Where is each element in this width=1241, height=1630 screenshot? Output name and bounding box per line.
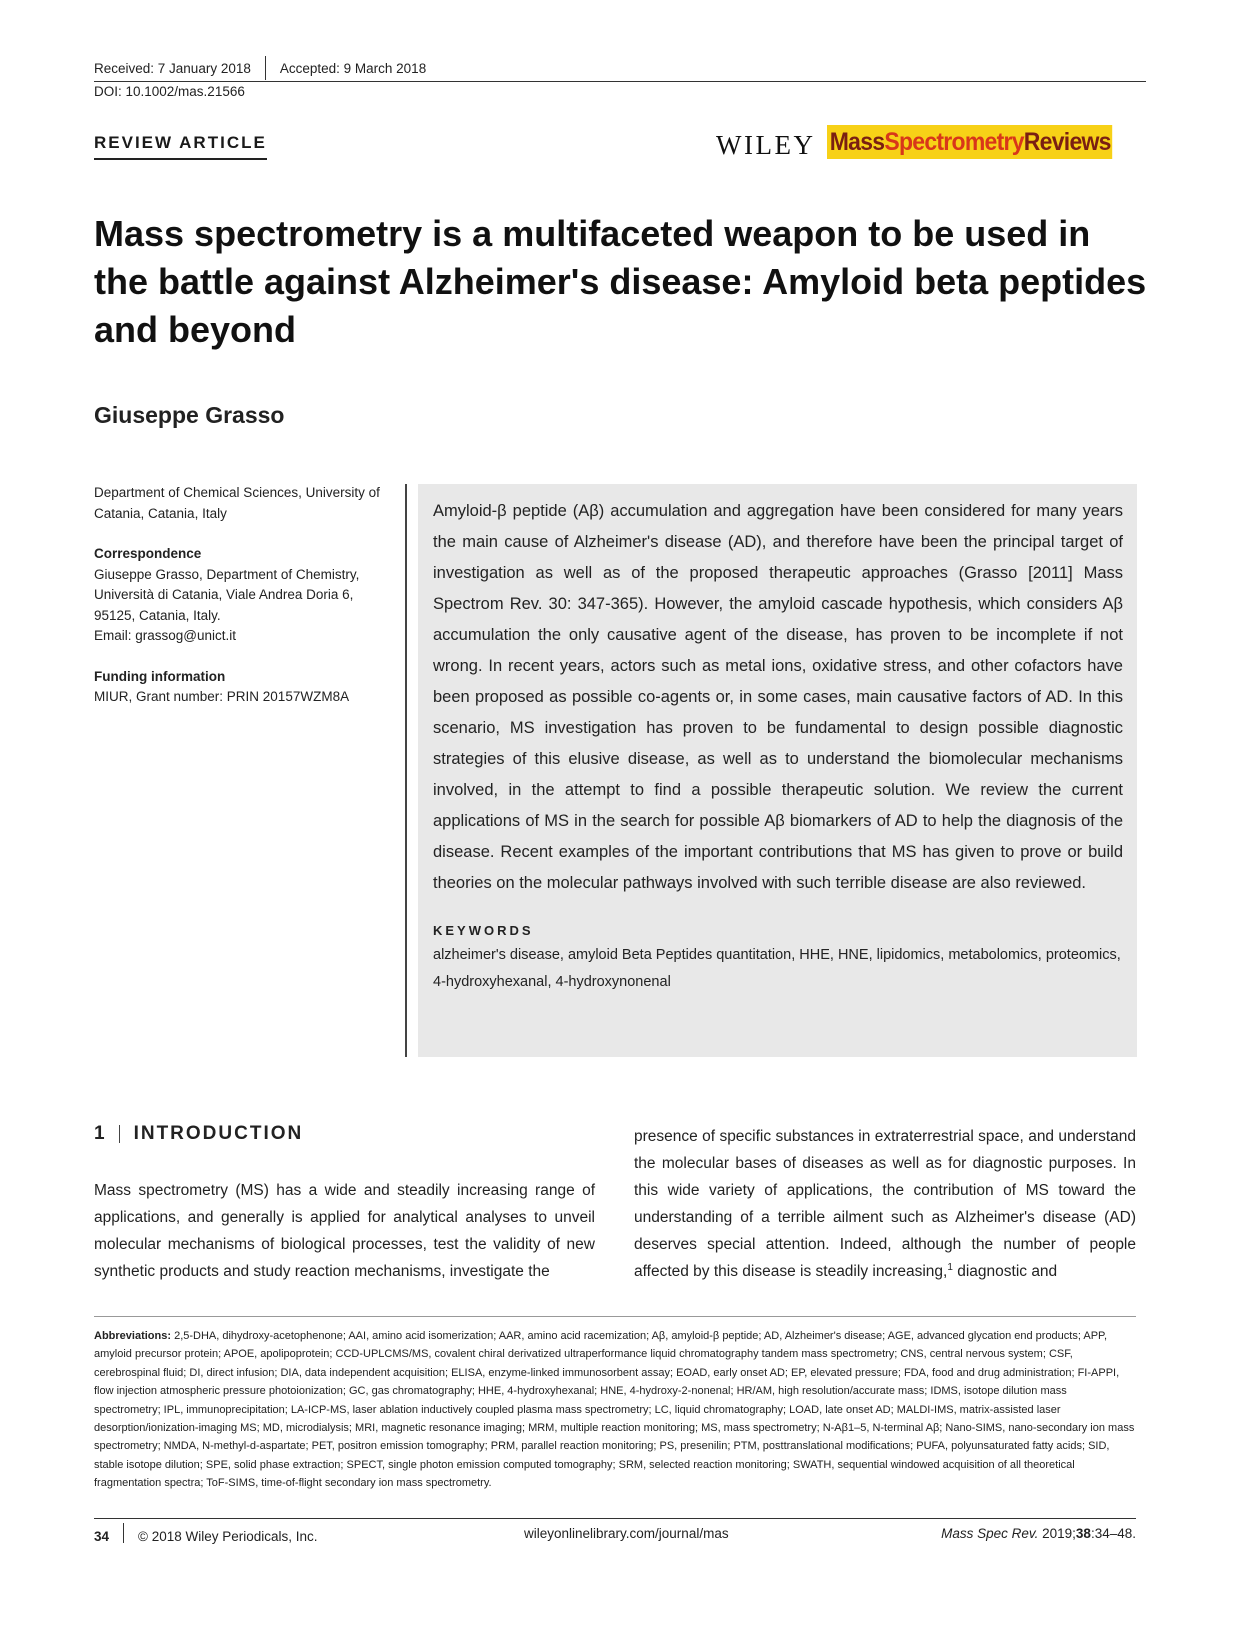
page-number: 34 (94, 1528, 110, 1544)
correspondence-address: Giuseppe Grasso, Department of Chemistry, Università di Catania, Viale Andrea Doria 6, 95125, Catania, Italy. (94, 566, 360, 623)
keywords-heading: KEYWORDS (433, 923, 534, 938)
copyright: © 2018 Wiley Periodicals, Inc. (138, 1528, 318, 1544)
header-rule (94, 81, 1146, 82)
footer-divider (123, 1523, 124, 1543)
article-type-label: REVIEW ARTICLE (94, 133, 267, 160)
section-number: 1 (94, 1123, 107, 1144)
citation-ref[interactable]: 1 (947, 1261, 953, 1273)
accepted-date: Accepted: 9 March 2018 (279, 60, 427, 76)
author-info (94, 483, 394, 728)
introduction-heading (94, 1123, 303, 1145)
funding-text: MIUR, Grant number: PRIN 20157WZM8A (94, 689, 350, 704)
keywords-list: alzheimer's disease, amyloid Beta Peptides quantitation, HHE, HNE, lipidomics, metabolomics, proteomics, 4-hydroxyhexanal, 4-hydroxynonenal (433, 947, 1121, 990)
abstract-box (418, 484, 1137, 1057)
article-meta (94, 56, 1146, 99)
citation-info: Mass Spec Rev. 2019;38:34–48. (941, 1526, 1136, 1541)
funding (94, 667, 394, 708)
publisher-logos (716, 122, 1138, 161)
abstract-text: Amyloid-β peptide (Aβ) accumulation and aggregation have been considered for many years the main cause of Alzheimer's disease (AD), and therefore have been the principal target of investigation as well as of the proposed therapeutic approaches (Grasso [2011] Mass Spectrom Rev. 30: 347-365). However, the amyloid cascade hypothesis, which considers Aβ accumulation the only causative agent of the disease, has proven to be incomplete if not wrong. In recent years, actors such as metal ions, oxidative stress, and other cofactors have been proposed as possible co-agents or, in some cases, main causative factors of AD. In this scenario, MS investigation has proven to be fundamental to design possible diagnostic strategies of this elusive disease, as well as to understand the biomolecular mechanisms involved, in the attempt to find a possible therapeutic solution. We review the current applications of MS in the search for possible Aβ biomarkers of AD to help the diagnosis of the disease. Recent examples of the important contributions that MS has given to prove or build theories on the molecular pathways involved with such terrible disease are also reviewed. (433, 502, 1123, 892)
doi[interactable]: DOI: 10.1002/mas.21566 (94, 84, 245, 99)
section-title: INTRODUCTION (133, 1123, 304, 1144)
journal-logo: MassSpectrometryReviews (827, 125, 1113, 159)
correspondence (94, 544, 394, 647)
intro-left-column: Mass spectrometry (MS) has a wide and steadily increasing range of applications, and generally is applied for analytical analyses to unveil molecular mechanisms of biological processes, test the validity of new synthetic products and study reaction mechanisms, investigate the (94, 1182, 595, 1280)
abbreviations-text: 2,5-DHA, dihydroxy-acetophenone; AAI, amino acid isomerization; AAR, amino acid racemization; Aβ, amyloid-β peptide; AD, Alzheimer's disease; AGE, advanced glycation end products; APP, amyloid precursor protein; APOE, apolipoprotein; CCD-UPLCMS/MS, covalent chiral derivatized ultraperformance liquid chromatography tandem mass spectrometry; CNS, central nervous system; CSF, cerebrospinal fluid; DI, direct infusion; DIA, data independent acquisition; ELISA, enzyme-linked immunosorbent assay; EOAD, early onset AD; EP, elevated pressure; FDA, food and drug administration; FI-APPI, flow injection atmospheric pressure photoionization; GC, gas chromatography; HHE, 4-hydroxyhexanal; HNE, 4-hydroxy-2-nonenal; HR/AM, high resolution/accurate mass; IDMS, isotope dilution mass spectrometry; IPL, immunoprecipitation; LA-ICP-MS, laser ablation inductively coupled plasma mass spectrometry; LC, liquid chromatography; LOAD, late onset AD; MALDI-IMS, matrix-assisted laser desorption/ionization-imaging MS; MD, microdialysis; MRI, magnetic resonance imaging; MRM, multiple reaction monitoring; MS, mass spectrometry; N-Aβ1–5, N-terminal Aβ; Nano-SIMS, nano-secondary ion mass spectrometry; NMDA, N-methyl-d-aspartate; PET, positron emission tomography; PRM, parallel reaction monitoring; PS, presenilin; PTM, posttranslational modifications; PUFA, polyunsaturated fatty acids; SID, stable isotope dilution; SPE, solid phase extraction; SPECT, single photon emission computed tomography; SRM, selected reaction monitoring; SWATH, sequential windowed acquisition of all theoretical fragmentation spectra; ToF-SIMS, time-of-flight secondary ion mass spectrometry. (94, 1330, 1135, 1490)
wiley-logo: WILEY (716, 130, 816, 160)
abbreviations-heading: Abbreviations: (94, 1330, 172, 1342)
correspondence-email[interactable]: Email: grassog@unict.it (94, 628, 237, 643)
funding-heading: Funding information (94, 668, 226, 684)
author-name: Giuseppe Grasso (94, 402, 285, 428)
section-divider (119, 1125, 120, 1143)
meta-divider (265, 56, 266, 80)
correspondence-heading: Correspondence (94, 546, 202, 561)
page-footer (94, 1520, 1136, 1546)
abbreviations (94, 1327, 1136, 1493)
received-date: Received: 7 January 2018 (94, 60, 251, 76)
intro-right-column: presence of specific substances in extraterrestrial space, and understand the molecular bases of diseases as well as for diagnostic purposes. In this wide variety of applications, the contribution of MS toward the understanding of a terrible ailment such as Alzheimer's disease (AD) deserves special attention. Indeed, although the number of people affected by this disease is steadily increasing,$^1$ diagnostic and (634, 1128, 1136, 1280)
footer-rule (94, 1518, 1136, 1519)
column-divider (405, 484, 407, 1057)
affiliation: Department of Chemical Sciences, University of Catania, Catania, Italy (94, 485, 380, 521)
journal-url[interactable]: wileyonlinelibrary.com/journal/mas (524, 1526, 729, 1541)
article-title: Mass spectrometry is a multifaceted weapon to be used in the battle against Alzheimer's disease: Amyloid beta peptides and beyond (94, 213, 1147, 350)
abbreviations-rule (94, 1316, 1136, 1317)
